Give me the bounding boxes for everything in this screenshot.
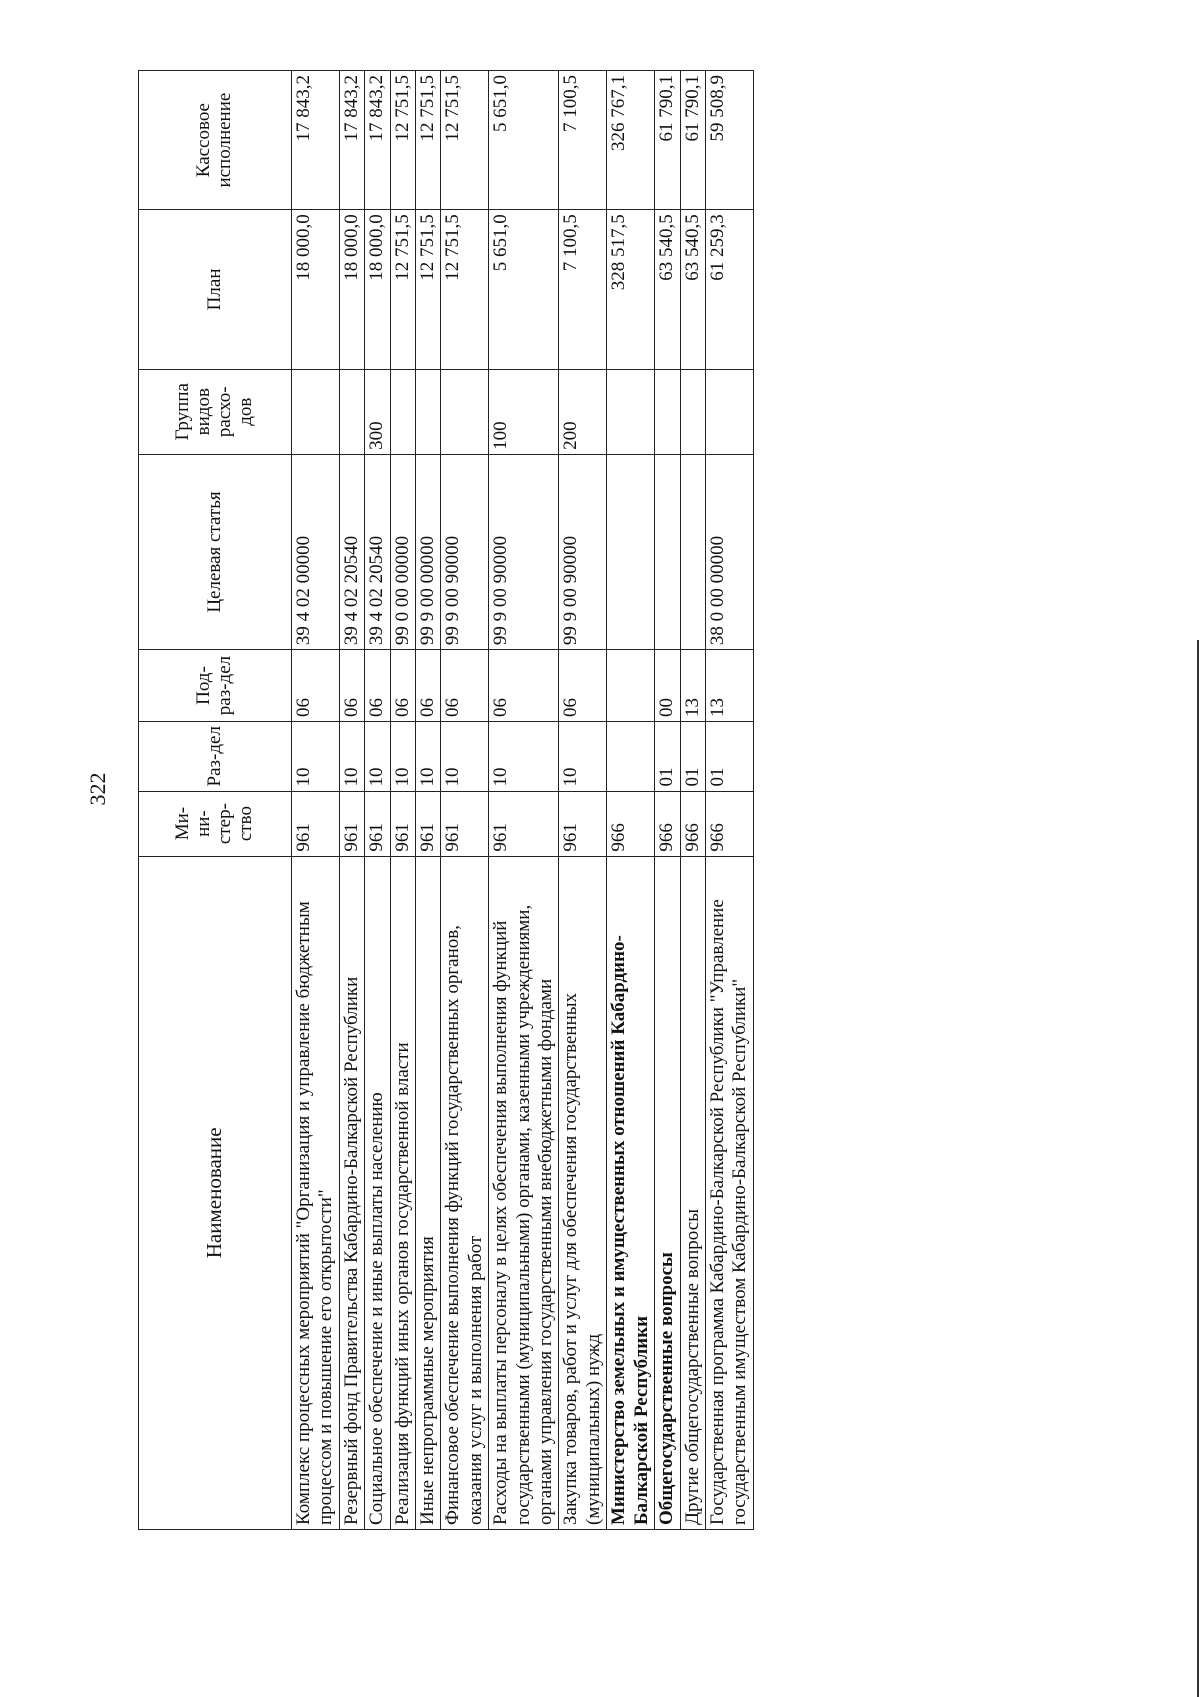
cell-group: 300 bbox=[365, 369, 390, 454]
cell-plan: 18 000,0 bbox=[292, 210, 340, 369]
header-execution: Кассовое исполнение bbox=[139, 71, 292, 210]
cell-subsection: 06 bbox=[441, 650, 489, 722]
cell-section: 01 bbox=[680, 721, 705, 791]
cell-target: 39 4 02 00000 bbox=[292, 454, 340, 649]
cell-section: 10 bbox=[339, 721, 364, 791]
cell-subsection: 06 bbox=[292, 650, 340, 722]
cell-name: Социальное обеспечение и иные выплаты населению bbox=[365, 856, 390, 1529]
cell-name: Комплекс процессных мероприятий "Организация и управление бюджетным процессом и повышение его открытости" bbox=[292, 856, 340, 1529]
cell-name: Резервный фонд Правительства Кабардино-Балкарской Республики bbox=[339, 856, 364, 1529]
cell-name: Другие общегосударственные вопросы bbox=[680, 856, 705, 1529]
cell-subsection: 06 bbox=[390, 650, 415, 722]
table-row bbox=[680, 71, 705, 1530]
scan-edge-line bbox=[1197, 640, 1199, 1697]
table-row bbox=[365, 71, 390, 1530]
cell-target: 99 9 00 90000 bbox=[441, 454, 489, 649]
header-section: Раз-дел bbox=[139, 721, 292, 791]
cell-target: 38 0 00 00000 bbox=[705, 454, 753, 649]
header-name: Наименование bbox=[139, 856, 292, 1529]
header-target: Целевая статья bbox=[139, 454, 292, 649]
cell-execution: 12 751,5 bbox=[416, 71, 441, 210]
cell-group: 100 bbox=[489, 369, 559, 454]
cell-group bbox=[705, 369, 753, 454]
cell-section: 10 bbox=[365, 721, 390, 791]
cell-execution: 12 751,5 bbox=[441, 71, 489, 210]
cell-execution: 59 508,9 bbox=[705, 71, 753, 210]
cell-ministry: 966 bbox=[705, 791, 753, 856]
header-ministry: Ми-ни-стер-ство bbox=[139, 791, 292, 856]
cell-execution: 17 843,2 bbox=[292, 71, 340, 210]
cell-plan: 12 751,5 bbox=[441, 210, 489, 369]
cell-target: 99 0 00 00000 bbox=[390, 454, 415, 649]
cell-ministry: 966 bbox=[607, 791, 655, 856]
cell-section: 10 bbox=[441, 721, 489, 791]
cell-section: 10 bbox=[292, 721, 340, 791]
cell-plan: 63 540,5 bbox=[680, 210, 705, 369]
budget-table bbox=[138, 70, 754, 1530]
cell-target bbox=[607, 454, 655, 649]
page-number: 322 bbox=[85, 772, 110, 806]
cell-plan: 61 259,3 bbox=[705, 210, 753, 369]
cell-ministry: 961 bbox=[416, 791, 441, 856]
cell-group bbox=[339, 369, 364, 454]
cell-ministry: 961 bbox=[390, 791, 415, 856]
cell-name: Финансовое обеспечение выполнения функций государственных органов, оказания услуг и выполнения работ bbox=[441, 856, 489, 1529]
cell-execution: 12 751,5 bbox=[390, 71, 415, 210]
table-row bbox=[416, 71, 441, 1530]
cell-group bbox=[416, 369, 441, 454]
cell-subsection: 13 bbox=[680, 650, 705, 722]
header-subsection: Под-раз-дел bbox=[139, 650, 292, 722]
cell-subsection: 06 bbox=[416, 650, 441, 722]
table-row bbox=[559, 71, 607, 1530]
cell-ministry: 961 bbox=[559, 791, 607, 856]
table-row bbox=[339, 71, 364, 1530]
cell-group bbox=[441, 369, 489, 454]
cell-execution: 17 843,2 bbox=[339, 71, 364, 210]
cell-name: Реализация функций иных органов государственной власти bbox=[390, 856, 415, 1529]
cell-subsection: 00 bbox=[655, 650, 680, 722]
cell-ministry: 966 bbox=[655, 791, 680, 856]
cell-execution: 17 843,2 bbox=[365, 71, 390, 210]
cell-name: Закупка товаров, работ и услуг для обеспечения государственных (муниципальных) нужд bbox=[559, 856, 607, 1529]
cell-execution: 61 790,1 bbox=[655, 71, 680, 210]
cell-section: 10 bbox=[489, 721, 559, 791]
table-row bbox=[441, 71, 489, 1530]
cell-target bbox=[680, 454, 705, 649]
table-row bbox=[390, 71, 415, 1530]
cell-group bbox=[655, 369, 680, 454]
cell-name: Иные непрограммные мероприятия bbox=[416, 856, 441, 1529]
table-row bbox=[292, 71, 340, 1530]
cell-execution: 7 100,5 bbox=[559, 71, 607, 210]
cell-ministry: 961 bbox=[339, 791, 364, 856]
cell-subsection: 13 bbox=[705, 650, 753, 722]
cell-subsection: 06 bbox=[339, 650, 364, 722]
table-row bbox=[489, 71, 559, 1530]
cell-ministry: 961 bbox=[489, 791, 559, 856]
cell-section: 10 bbox=[390, 721, 415, 791]
cell-target: 99 9 00 00000 bbox=[416, 454, 441, 649]
cell-section: 01 bbox=[655, 721, 680, 791]
table-row bbox=[655, 71, 680, 1530]
header-group: Группа видов расхо-дов bbox=[139, 369, 292, 454]
cell-target: 99 9 00 90000 bbox=[489, 454, 559, 649]
cell-plan: 7 100,5 bbox=[559, 210, 607, 369]
cell-section: 01 bbox=[705, 721, 753, 791]
cell-name: Общегосударственные вопросы bbox=[655, 856, 680, 1529]
cell-subsection: 06 bbox=[489, 650, 559, 722]
cell-name: Государственная программа Кабардино-Балкарской Республики "Управление государственным имуществом Кабардино-Балкарской Республики" bbox=[705, 856, 753, 1529]
cell-execution: 61 790,1 bbox=[680, 71, 705, 210]
budget-table-container bbox=[138, 70, 1058, 1530]
cell-subsection: 06 bbox=[559, 650, 607, 722]
cell-plan: 5 651,0 bbox=[489, 210, 559, 369]
cell-target: 39 4 02 20540 bbox=[339, 454, 364, 649]
cell-group bbox=[607, 369, 655, 454]
cell-name: Расходы на выплаты персоналу в целях обеспечения выполнения функций государственными (муниципальными) органами, казенными учреждениями, органами управления государственными внебюджетными фондами bbox=[489, 856, 559, 1529]
cell-target: 99 9 00 90000 bbox=[559, 454, 607, 649]
header-plan: План bbox=[139, 210, 292, 369]
cell-plan: 63 540,5 bbox=[655, 210, 680, 369]
cell-plan: 328 517,5 bbox=[607, 210, 655, 369]
cell-ministry: 961 bbox=[441, 791, 489, 856]
budget-table-rotated bbox=[138, 70, 1058, 1530]
cell-group: 200 bbox=[559, 369, 607, 454]
cell-plan: 12 751,5 bbox=[416, 210, 441, 369]
cell-target bbox=[655, 454, 680, 649]
cell-section: 10 bbox=[416, 721, 441, 791]
cell-ministry: 961 bbox=[292, 791, 340, 856]
cell-subsection: 06 bbox=[365, 650, 390, 722]
table-row bbox=[705, 71, 753, 1530]
table-header-row bbox=[139, 71, 292, 1530]
cell-plan: 12 751,5 bbox=[390, 210, 415, 369]
cell-ministry: 966 bbox=[680, 791, 705, 856]
cell-plan: 18 000,0 bbox=[365, 210, 390, 369]
cell-execution: 326 767,1 bbox=[607, 71, 655, 210]
cell-target: 39 4 02 20540 bbox=[365, 454, 390, 649]
cell-group bbox=[292, 369, 340, 454]
cell-group bbox=[680, 369, 705, 454]
cell-section: 10 bbox=[559, 721, 607, 791]
table-row bbox=[607, 71, 655, 1530]
cell-ministry: 961 bbox=[365, 791, 390, 856]
cell-subsection bbox=[607, 650, 655, 722]
cell-execution: 5 651,0 bbox=[489, 71, 559, 210]
cell-plan: 18 000,0 bbox=[339, 210, 364, 369]
cell-group bbox=[390, 369, 415, 454]
cell-name: Министерство земельных и имущественных отношений Кабардино-Балкарской Республики bbox=[607, 856, 655, 1529]
cell-section bbox=[607, 721, 655, 791]
